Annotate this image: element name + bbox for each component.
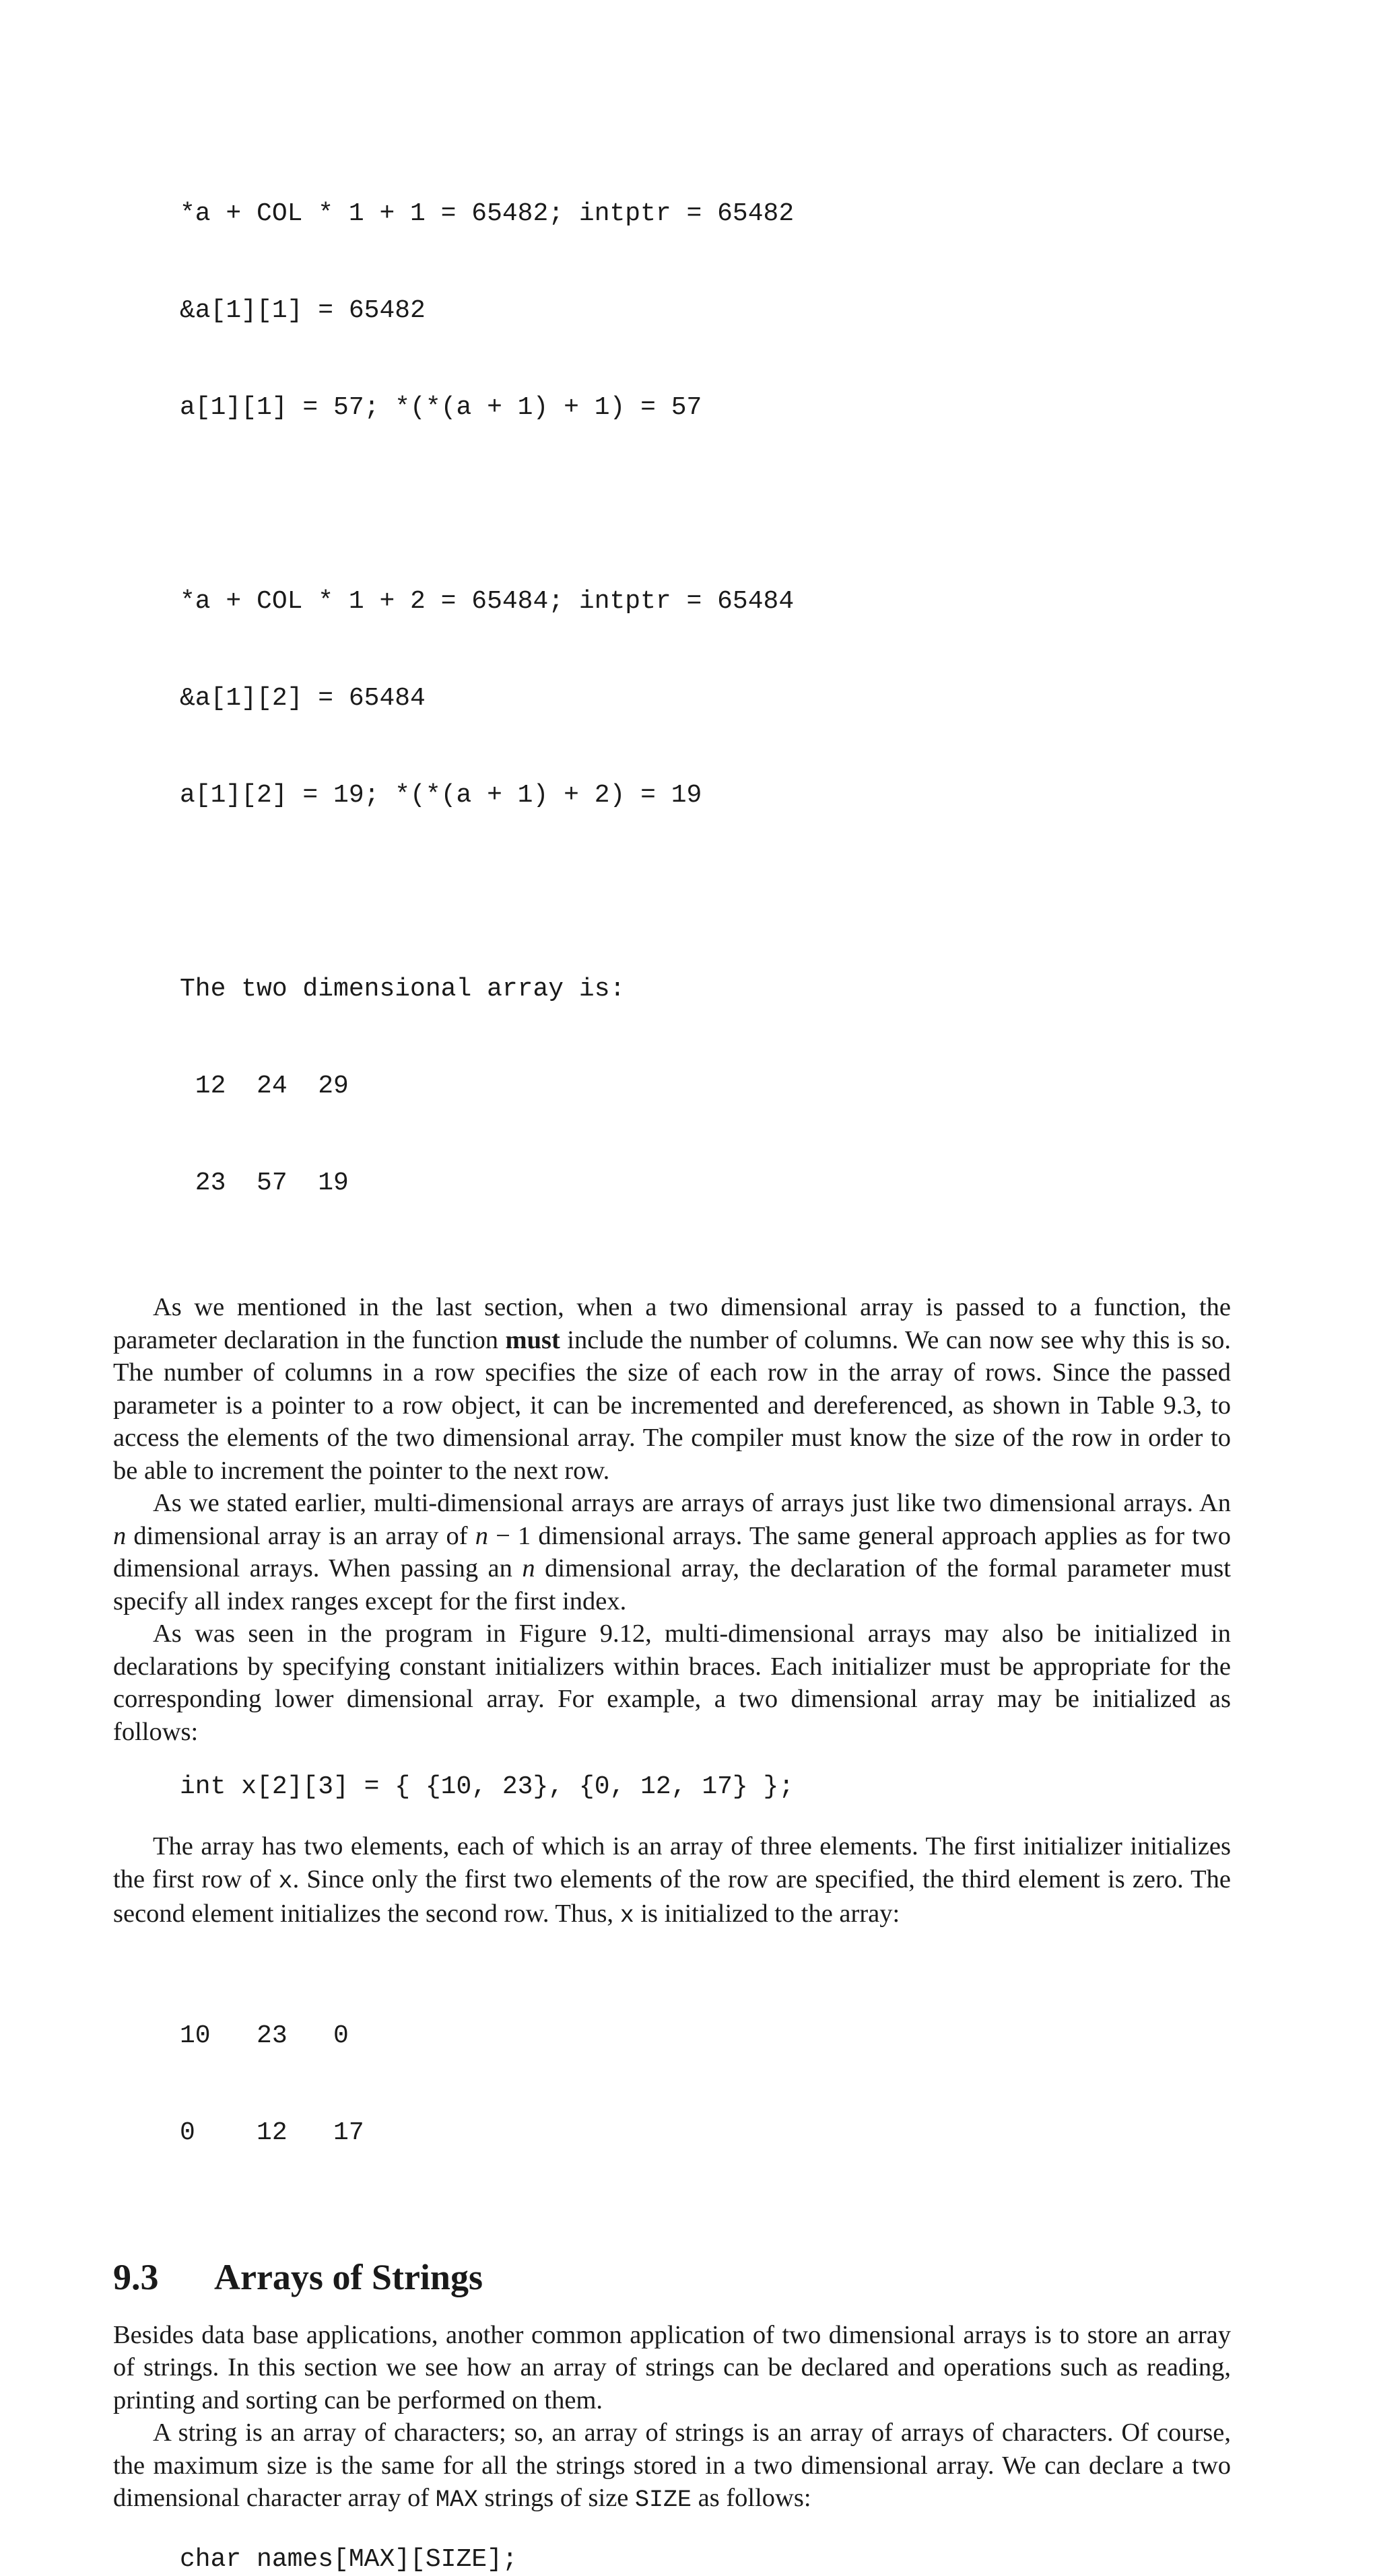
- emphasis-must: must: [505, 1325, 560, 1354]
- paragraph-multi-dimensional: [113, 1487, 1231, 1617]
- text-run: is initialized to the array:: [634, 1900, 900, 1928]
- text-run: dimensional array, the declaration of the formal parameter must specify all index ranges except for the first index.: [113, 1554, 1231, 1615]
- array-row: 0 12 17: [180, 2118, 364, 2147]
- text-run: include the number of columns. We can now see why this is so. The number of columns in a row specifies the size of each row in the array of rows. Since the passed parameter is a pointer to a row object, it can be incremented and dereferenced, as shown in Table 9.3, to access the elements of the two dimensional array. The compiler must know the size of the row in order to be able to increment the pointer to the next row.: [113, 1325, 1231, 1485]
- text-run: as follows:: [692, 2484, 811, 2512]
- output-line: The two dimensional array is:: [180, 975, 626, 1004]
- code-init-example: int x[2][3] = { {10, 23}, {0, 12, 17} };: [180, 1772, 795, 1801]
- output-line: &a[1][1] = 65482: [180, 296, 426, 325]
- text-run: As we stated earlier, multi-dimensional arrays are arrays of arrays just like two dimensional arrays. An: [153, 1489, 1231, 1517]
- math-n: n: [522, 1554, 535, 1582]
- section-heading: [113, 2256, 1231, 2299]
- array-row: 10 23 0: [180, 2021, 349, 2050]
- paragraph-passing-arrays: [113, 1291, 1231, 1487]
- paragraph-initialization: As was seen in the program in Figure 9.12, multi-dimensional arrays may also be initialized in declarations by specifying constant initializers within braces. Each initializer must be appropriate for the corresponding lower dimensional array. For example, a two dimensional array may be initialized as follows:: [113, 1620, 1231, 1746]
- output-line: *a + COL * 1 + 2 = 65484; intptr = 65484: [180, 587, 795, 616]
- inline-code-size: SIZE: [635, 2486, 692, 2513]
- math-n: n: [113, 1521, 127, 1550]
- text-run: . Since only the first two elements of the row are specified, the third element is zero. The second element initializes the second row. Thus,: [113, 1865, 1231, 1928]
- text-run: dimensional array is an array of: [126, 1521, 475, 1550]
- text-run: dimensional arrays. The same general approach applies as for two dimensional arrays. When passing an: [113, 1521, 1231, 1582]
- math-minus-one: − 1: [487, 1521, 531, 1550]
- paragraph-string-arrays: [113, 2416, 1231, 2517]
- program-output-block: [180, 133, 1231, 1264]
- output-line: 23 57 19: [180, 1169, 349, 1197]
- paragraph-array-elements: [113, 1830, 1231, 1933]
- text-run: The array has two elements, each of which is an array of three elements. The first initializer initializes the first row of: [113, 1832, 1231, 1893]
- inline-code-max: MAX: [435, 2486, 478, 2513]
- output-line: [180, 489, 1231, 521]
- output-line: 12 24 29: [180, 1072, 349, 1101]
- text-run: strings of size: [477, 2484, 635, 2512]
- page-content: [113, 133, 1231, 2576]
- paragraph-strings-intro: Besides data base applications, another common application of two dimensional arrays is to store an array of strings. In this section we see how an array of strings can be declared and operations such as reading, printing and sorting can be performed on them.: [113, 2320, 1231, 2414]
- output-line: a[1][1] = 57; *(*(a + 1) + 1) = 57: [180, 393, 702, 422]
- output-line: a[1][2] = 19; *(*(a + 1) + 2) = 19: [180, 781, 702, 810]
- output-line: [180, 876, 1231, 909]
- text-run: As we mentioned in the last section, when a two dimensional array is passed to a function, the parameter declaration in the function: [113, 1293, 1231, 1354]
- output-line: &a[1][2] = 65484: [180, 684, 426, 713]
- math-n: n: [475, 1521, 488, 1550]
- output-line: *a + COL * 1 + 1 = 65482; intptr = 65482: [180, 199, 795, 228]
- array-values-block: [180, 1955, 1231, 2214]
- inline-code-x: x: [278, 1867, 293, 1895]
- section-number: 9.3: [113, 2256, 159, 2297]
- section-title: Arrays of Strings: [214, 2256, 483, 2297]
- inline-code-x: x: [619, 1902, 634, 1929]
- code-declaration-example: char names[MAX][SIZE];: [180, 2544, 518, 2574]
- text-run: A string is an array of characters; so, an array of strings is an array of arrays of characters. Of course, the maximum size is the same for all the strings stored in a two dimensional array. We can declare a two dimensional character array of: [113, 2418, 1231, 2512]
